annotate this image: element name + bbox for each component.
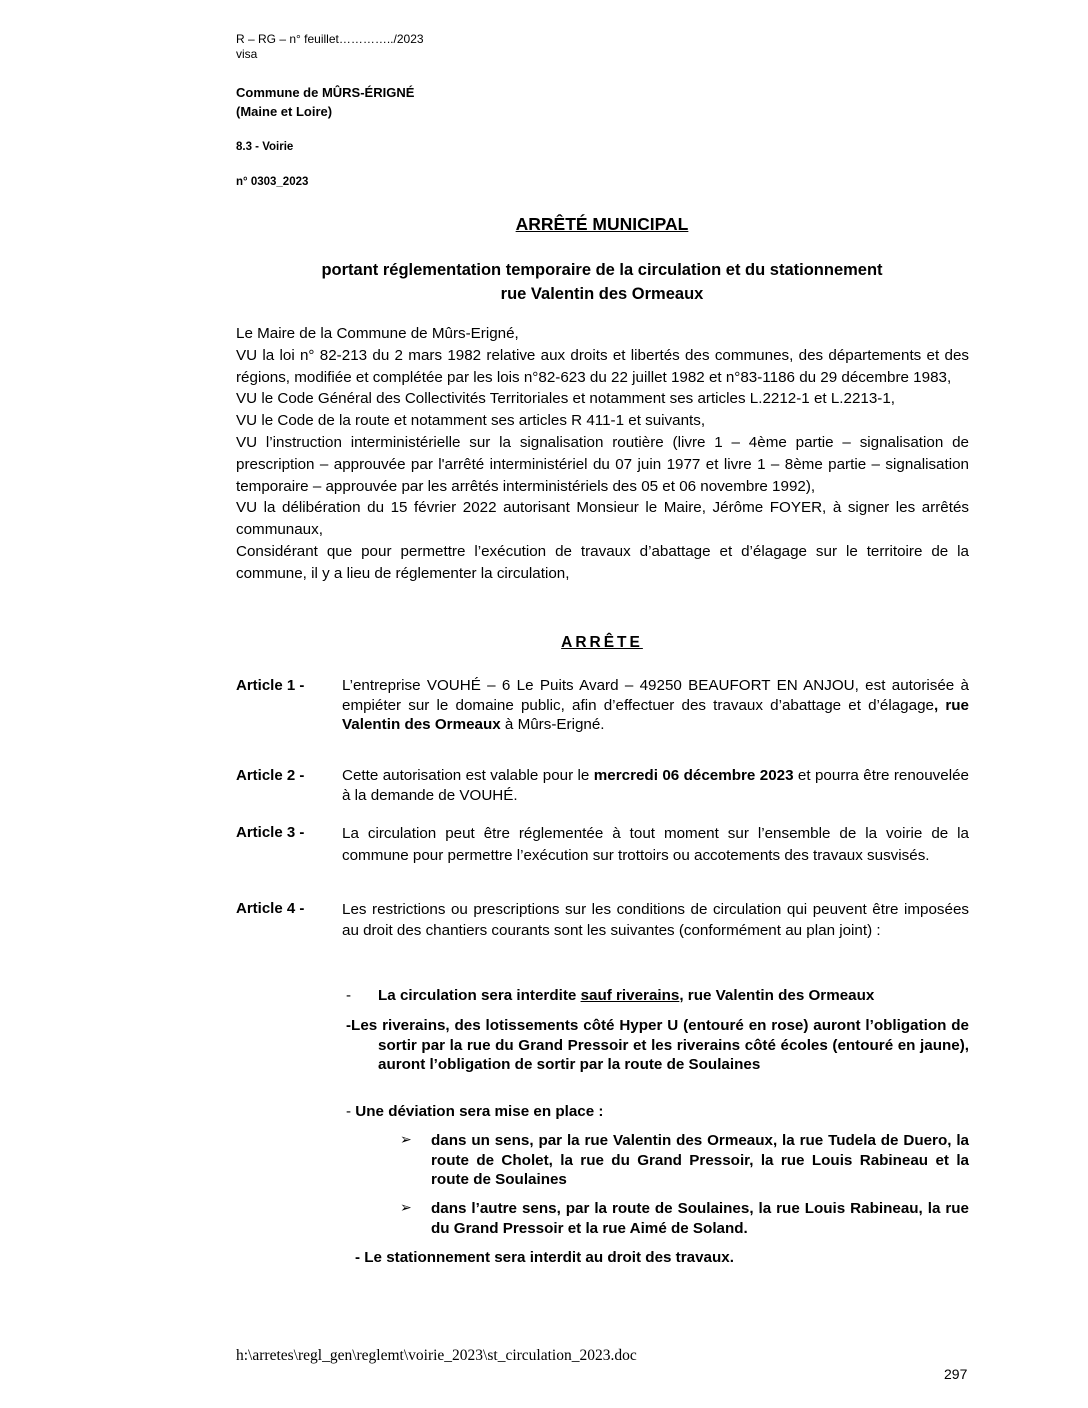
article-label-text: Article 2 — [236, 767, 296, 784]
preamble-paragraph: Le Maire de la Commune de Mûrs-Erigné, — [236, 325, 519, 342]
measure-1-dash: - — [346, 987, 352, 1004]
category-label: 8.3 - Voirie — [236, 141, 294, 153]
subtitle-line-2: rue Valentin des Ormeaux — [500, 285, 704, 303]
article-4-label — [236, 900, 304, 917]
preamble-paragraph: VU la loi n° 82-213 du 2 mars 1982 relative aux droits et libertés des communes, des départements et des régions, modifiée et complétée par les lois n°82-623 du 22 juillet 1982 et n°83-1186 du 29 décembre 1983, — [236, 346, 969, 386]
article-2-text-part: Cette autorisation est valable pour le — [342, 767, 594, 784]
measure-2: -Les riverains, des lotissements côté Hyper U (entouré en rose) auront l’obligation de sortir par la rue du Grand Pressoir et les riverains côté écoles (entouré en jaune), auront l’obligation de sortir par la route de Soulaines — [346, 1017, 969, 1073]
article-label-dash: - — [295, 767, 305, 784]
visa-label: visa — [236, 47, 258, 61]
article-4-text: Les restrictions ou prescriptions sur les conditions de circulation qui peuvent être imposées au droit des chantiers courants sont les suivantes (conformément au plan joint) : — [342, 901, 969, 939]
file-path: h:\arretes\regl_gen\reglemt\voirie_2023\st_circulation_2023.doc — [236, 1347, 637, 1364]
page-title: ARRÊTÉ MUNICIPAL — [515, 214, 689, 234]
measure-1-text: , rue Valentin des Ormeaux — [679, 987, 875, 1004]
article-1-text-part: à Mûrs-Erigné. — [500, 716, 605, 733]
article-label-text: Article 3 — [236, 824, 296, 841]
article-1-label — [236, 677, 304, 694]
article-1-location: , rue Valentin des Ormeaux — [342, 696, 969, 733]
article-2-text-part: et pourra être renouvelée à la demande de VOUHÉ. — [342, 767, 969, 804]
detour-direction-1: dans un sens, par la rue Valentin des Ormeaux, la rue Tudela de Duero, la route de Cholet, la rue du Grand Pressoir, la rue Louis Rabineau et la route de Soulaines — [431, 1132, 969, 1188]
article-3-label — [236, 824, 304, 841]
preamble-paragraph: Considérant que pour permettre l’exécution de travaux d’abattage et d’élagage sur le territoire de la commune, il y a lieu de réglementer la circulation, — [236, 542, 969, 582]
subtitle-line-1: portant réglementation temporaire de la circulation et du stationnement — [321, 261, 883, 279]
preamble-paragraph: VU le Code Général des Collectivités Territoriales et notamment ses articles L.2212-1 et L.2213-1, — [236, 390, 896, 408]
page-number: 297 — [944, 1366, 968, 1382]
preamble — [236, 323, 969, 585]
arrete-heading: ARRÊTE — [561, 634, 643, 651]
measure-1-text: La circulation sera interdite — [378, 987, 581, 1004]
article-2-text — [342, 766, 969, 805]
arrow-bullet-icon: ➢ — [400, 1131, 412, 1147]
article-label-text: Article 4 — [236, 900, 296, 917]
measure-1 — [378, 986, 969, 1006]
article-label-dash: - — [295, 900, 305, 917]
decree-number: n° 0303_2023 — [236, 176, 309, 188]
preamble-paragraph: VU la délibération du 15 février 2022 autorisant Monsieur le Maire, Jérôme FOYER, à signer les arrêtés communaux, — [236, 499, 969, 539]
article-label-dash: - — [295, 824, 305, 841]
preamble-paragraph: VU le Code de la route et notamment ses articles R 411-1 et suivants, — [236, 412, 706, 430]
article-label-text: Article 1 — [236, 677, 296, 694]
article-label-dash: - — [295, 677, 305, 694]
measure-3-text: Une déviation sera mise en place : — [355, 1103, 604, 1120]
detour-direction-2: dans l’autre sens, par la route de Soulaines, la rue Louis Rabineau, la rue du Grand Pressoir et la rue Aimé de Soland. — [431, 1200, 969, 1237]
reference-line: R – RG – n° feuillet…………../2023 — [236, 32, 424, 46]
article-1-text-part: L’entreprise VOUHÉ – 6 Le Puits Avard – 49250 BEAUFORT EN ANJOU, est autorisée à empiéter sur le domaine public, afin d’effectuer des travaux d’abattage et d’élagage — [342, 677, 969, 714]
commune-name: Commune de MÛRS-ÉRIGNÉ — [236, 85, 415, 100]
department-name: (Maine et Loire) — [236, 104, 333, 119]
arrow-bullet-icon: ➢ — [400, 1199, 412, 1215]
article-2-label — [236, 767, 304, 784]
measure-1-exception: sauf riverains — [580, 987, 680, 1004]
measure-3 — [346, 1102, 969, 1122]
preamble-paragraph: VU l’instruction interministérielle sur la signalisation routière (livre 1 – 4ème partie – signalisation de prescription – approuvée par l'arrêté interministériel du 07 juin 1977 et livre 1 – 8ème partie – signalisation temporaire – approuvée par les arrêtés interministériels des 05 et 06 novembre 1992), — [236, 433, 969, 495]
article-3-text: La circulation peut être réglementée à tout moment sur l’ensemble de la voirie de la commune pour permettre l’exécution sur trottoirs ou accotements des travaux susvisés. — [342, 825, 969, 864]
measure-4: - Le stationnement sera interdit au droit des travaux. — [355, 1249, 734, 1266]
article-1-text — [342, 676, 969, 735]
article-2-date: mercredi 06 décembre 2023 — [593, 767, 794, 784]
measure-3-dash: - — [346, 1103, 356, 1120]
